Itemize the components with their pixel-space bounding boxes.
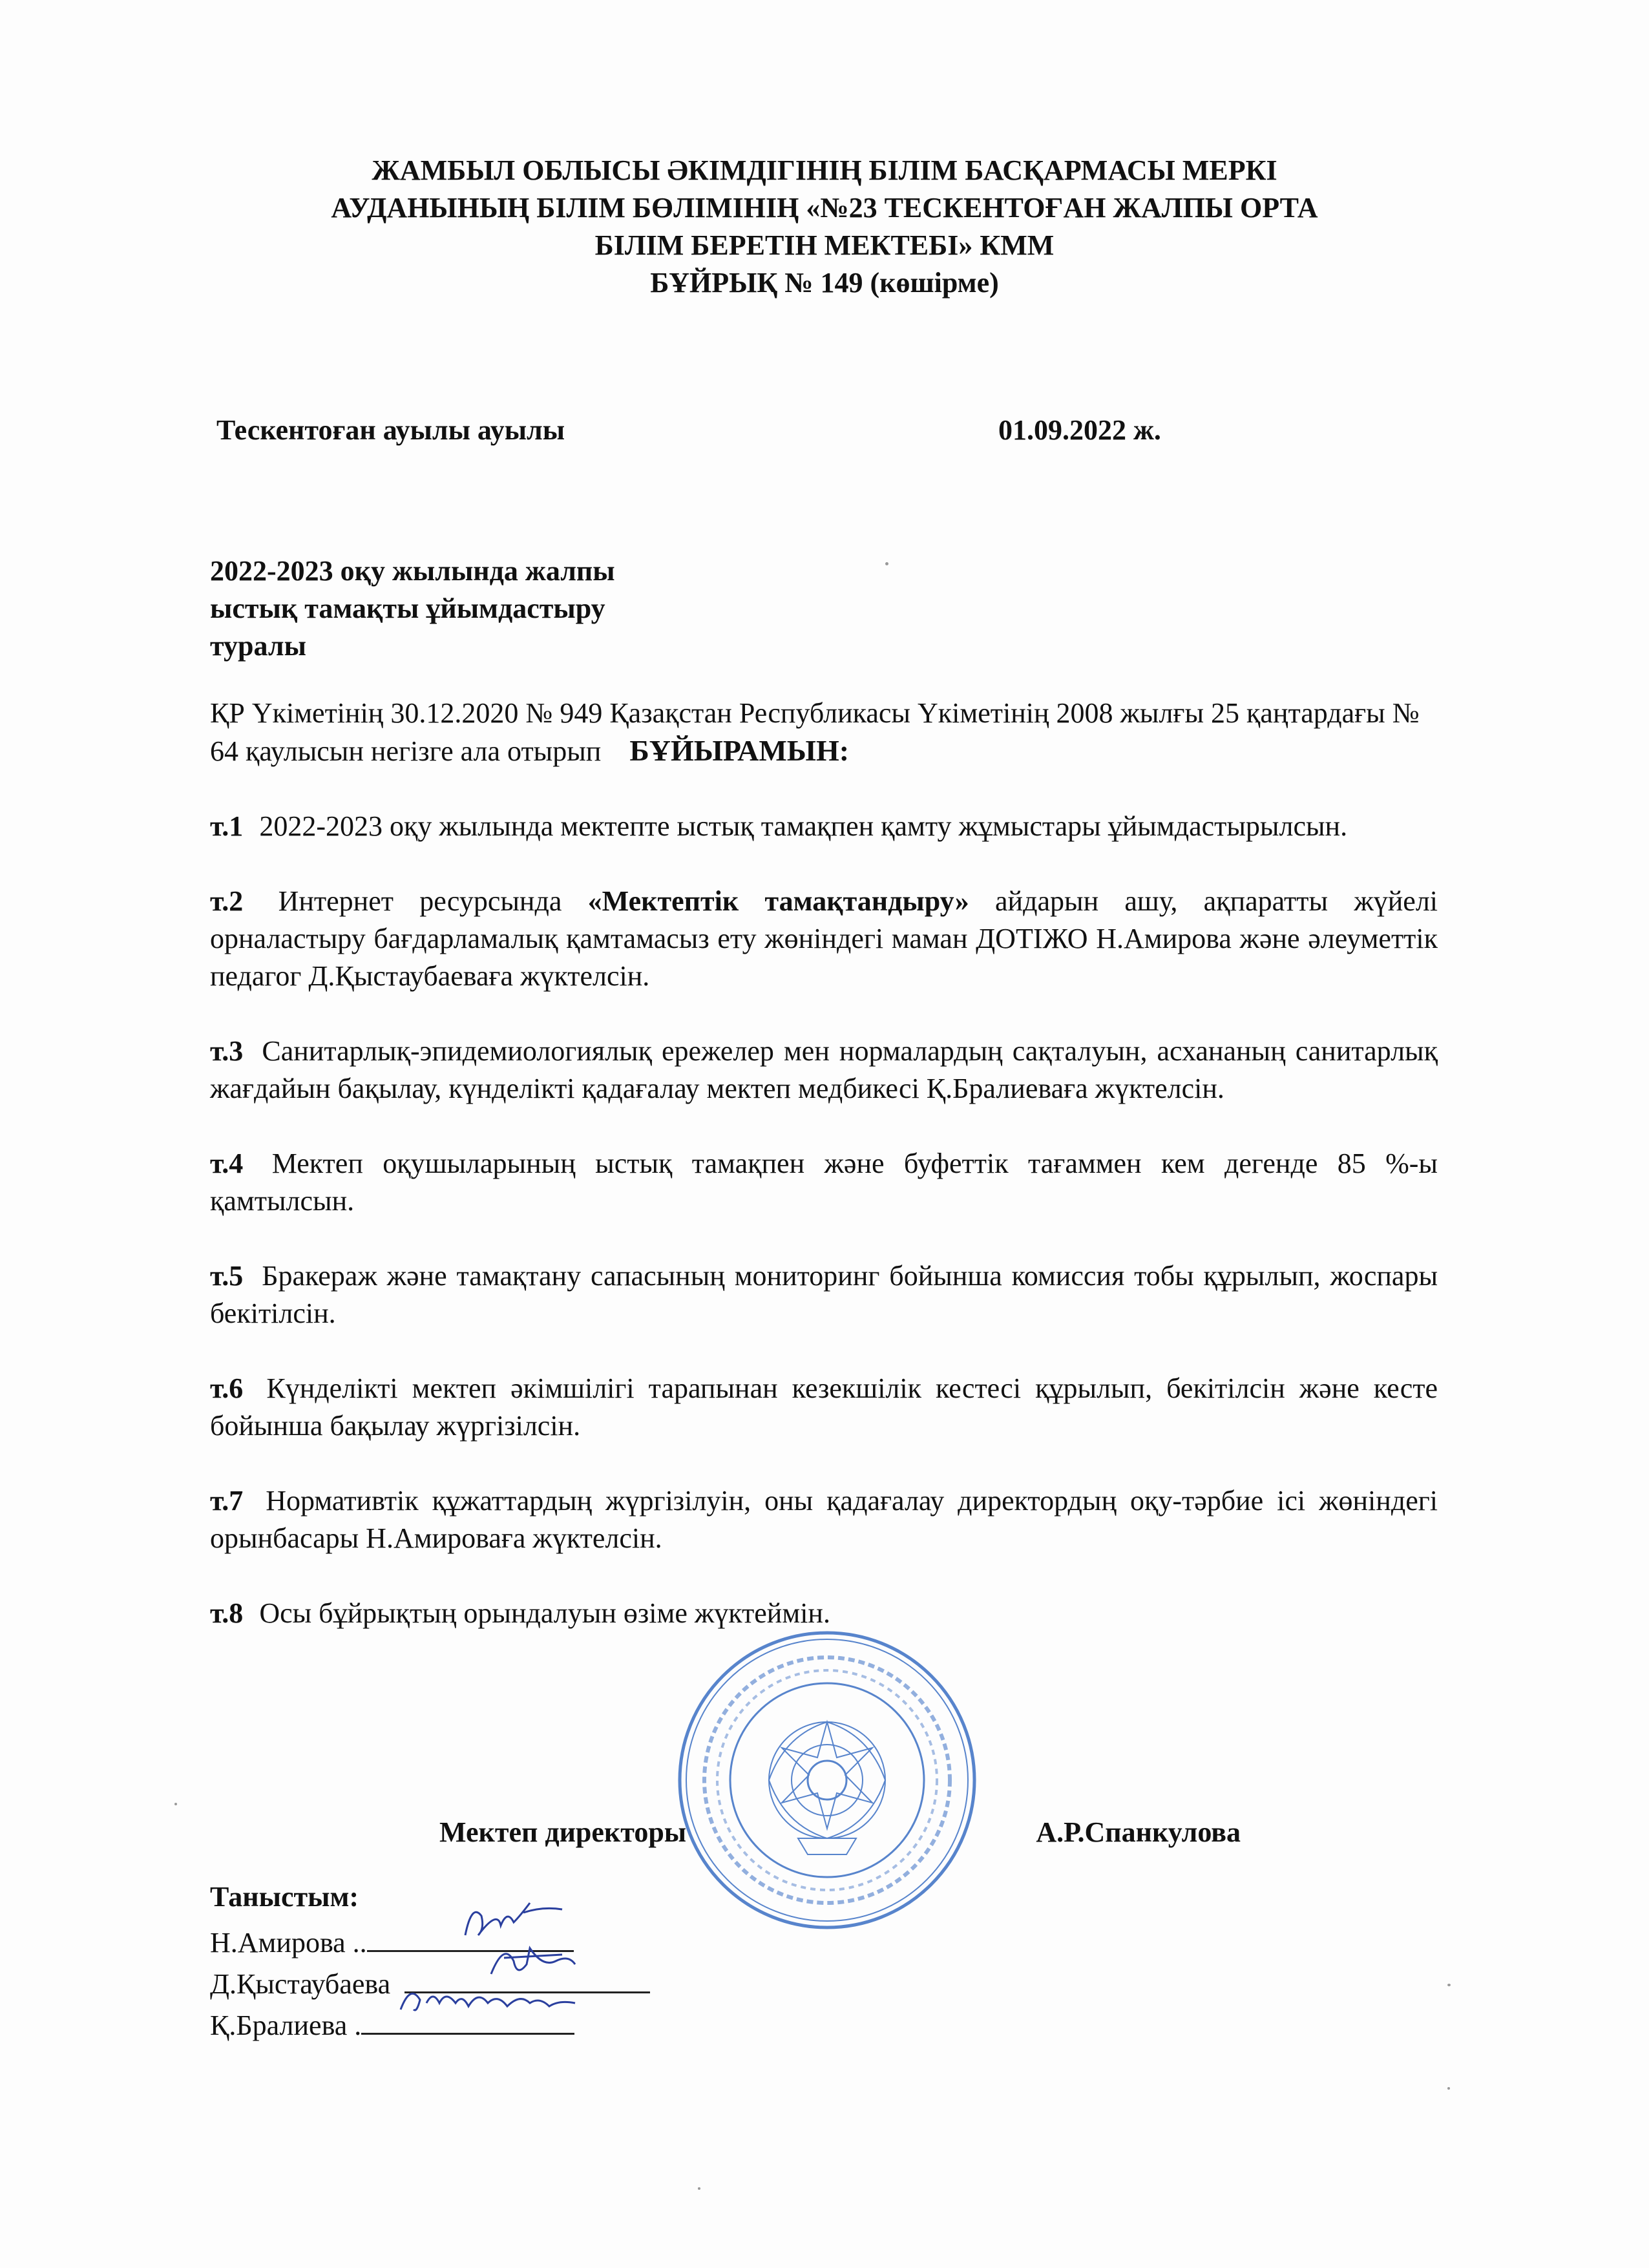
subject-line-2: ыстық тамақты ұйымдастыру bbox=[210, 593, 605, 624]
item-number: т.5 bbox=[210, 1260, 244, 1292]
scan-speck bbox=[174, 1803, 177, 1805]
order-date: 01.09.2022 ж. bbox=[998, 414, 1161, 446]
subject-line-3: туралы bbox=[210, 630, 306, 662]
person-name: Қ.Бралиева . bbox=[210, 2010, 362, 2041]
item-number: т.2 bbox=[210, 885, 244, 917]
order-items bbox=[210, 808, 1438, 1670]
order-number: БҰЙРЫҚ № 149 (көшірме) bbox=[650, 267, 999, 299]
item-text: Нормативтік құжаттардың жүргізілуін, оны қадағалау директордың оқу-тәрбие ісі жөніндегі орынбасары Н.Амироваға жүктелсін. bbox=[210, 1485, 1438, 1554]
document-header bbox=[0, 152, 1649, 302]
item-number: т.1 bbox=[210, 810, 244, 842]
order-item-7 bbox=[210, 1482, 1438, 1557]
intro-text: ҚР Үкіметінің 30.12.2020 № 949 Қазақстан Республикасы Үкіметінің 2008 жылғы 25 қаңтардағы № 64 қаулысын негізге ала отырып bbox=[210, 697, 1420, 767]
header-line-3: БІЛІМ БЕРЕТІН МЕКТЕБІ» КММ bbox=[594, 229, 1055, 261]
scan-speck bbox=[698, 2187, 700, 2190]
order-item-2 bbox=[210, 883, 1438, 995]
item-number: т.7 bbox=[210, 1485, 244, 1517]
order-subject bbox=[210, 552, 615, 665]
order-item-5 bbox=[210, 1257, 1438, 1332]
item-text-bold: «Мектептік тамақтандыру» bbox=[587, 885, 969, 917]
item-number: т.3 bbox=[210, 1035, 244, 1067]
intro-paragraph bbox=[210, 695, 1438, 770]
scan-speck bbox=[1447, 2087, 1450, 2090]
item-text: Бракераж және тамақтану сапасының мониторинг бойынша комиссия тобы құрылып, жоспары бекітілсін. bbox=[210, 1260, 1438, 1329]
subject-line-1: 2022-2023 оқу жылында жалпы bbox=[210, 555, 615, 587]
item-number: т.6 bbox=[210, 1372, 244, 1404]
item-number: т.8 bbox=[210, 1597, 244, 1629]
item-number: т.4 bbox=[210, 1148, 244, 1179]
item-text: Осы бұйрықтың орындалуын өзіме жүктеймін. bbox=[259, 1597, 830, 1629]
item-text: Интернет ресурсында bbox=[278, 885, 588, 917]
person-name: Н.Амирова .. bbox=[210, 1927, 367, 1958]
director-name: А.Р.Спанкулова bbox=[1036, 1816, 1241, 1848]
place-name: Тескентоған ауылы ауылы bbox=[216, 414, 565, 446]
person-name: Д.Қыстаубаева bbox=[210, 1968, 391, 2000]
order-item-6 bbox=[210, 1370, 1438, 1445]
item-text: Мектеп оқушыларының ыстық тамақпен және буфеттік тағаммен кем дегенде 85 %-ы қамтылсын. bbox=[210, 1148, 1438, 1217]
item-text: 2022-2023 оқу жылында мектепте ыстық тамақпен қамту жұмыстары ұйымдастырылсын. bbox=[259, 810, 1348, 842]
scan-speck bbox=[885, 562, 888, 565]
order-word: БҰЙЫРАМЫН: bbox=[629, 734, 850, 767]
acknowledgement-title: Таныстым: bbox=[210, 1881, 359, 1913]
item-text: Күнделікті мектеп әкімшілігі тарапынан кезекшілік кестесі құрылып, бекітілсін және кесте бойынша бақылау жүргізілсін. bbox=[210, 1372, 1438, 1442]
scan-speck bbox=[1447, 1984, 1451, 1986]
item-text: Санитарлық-эпидемиологиялық ережелер мен нормалардың сақталуын, асхананың санитарлық жағдайын бақылау, күнделікті қадағалау мектеп медбикесі Қ.Бралиеваға жүктелсін. bbox=[210, 1035, 1438, 1104]
header-line-1: ЖАМБЫЛ ОБЛЫСЫ ӘКІМДІГІНІҢ БІЛІМ БАСҚАРМАСЫ МЕРКІ bbox=[372, 154, 1277, 186]
director-signature-line bbox=[439, 1816, 1241, 1849]
header-line-2: АУДАНЫНЫҢ БІЛІМ БӨЛІМІНІҢ «№23 ТЕСКЕНТОҒАН ЖАЛПЫ ОРТА bbox=[331, 192, 1318, 224]
order-item-1 bbox=[210, 808, 1438, 845]
handwritten-signature bbox=[394, 1977, 588, 2022]
item-text: айдарын ашу, ақпаратты жүйелі орналастыру бағдарламалық қамтамасыз ету жөніндегі маман ДОТІЖО Н.Амирова және әлеуметтік педагог Д.Қыстаубаеваға жүктелсін. bbox=[210, 885, 1438, 992]
director-title: Мектеп директоры bbox=[439, 1816, 687, 1848]
order-item-4 bbox=[210, 1145, 1438, 1220]
order-item-3 bbox=[210, 1033, 1438, 1108]
official-stamp bbox=[672, 1625, 982, 1935]
